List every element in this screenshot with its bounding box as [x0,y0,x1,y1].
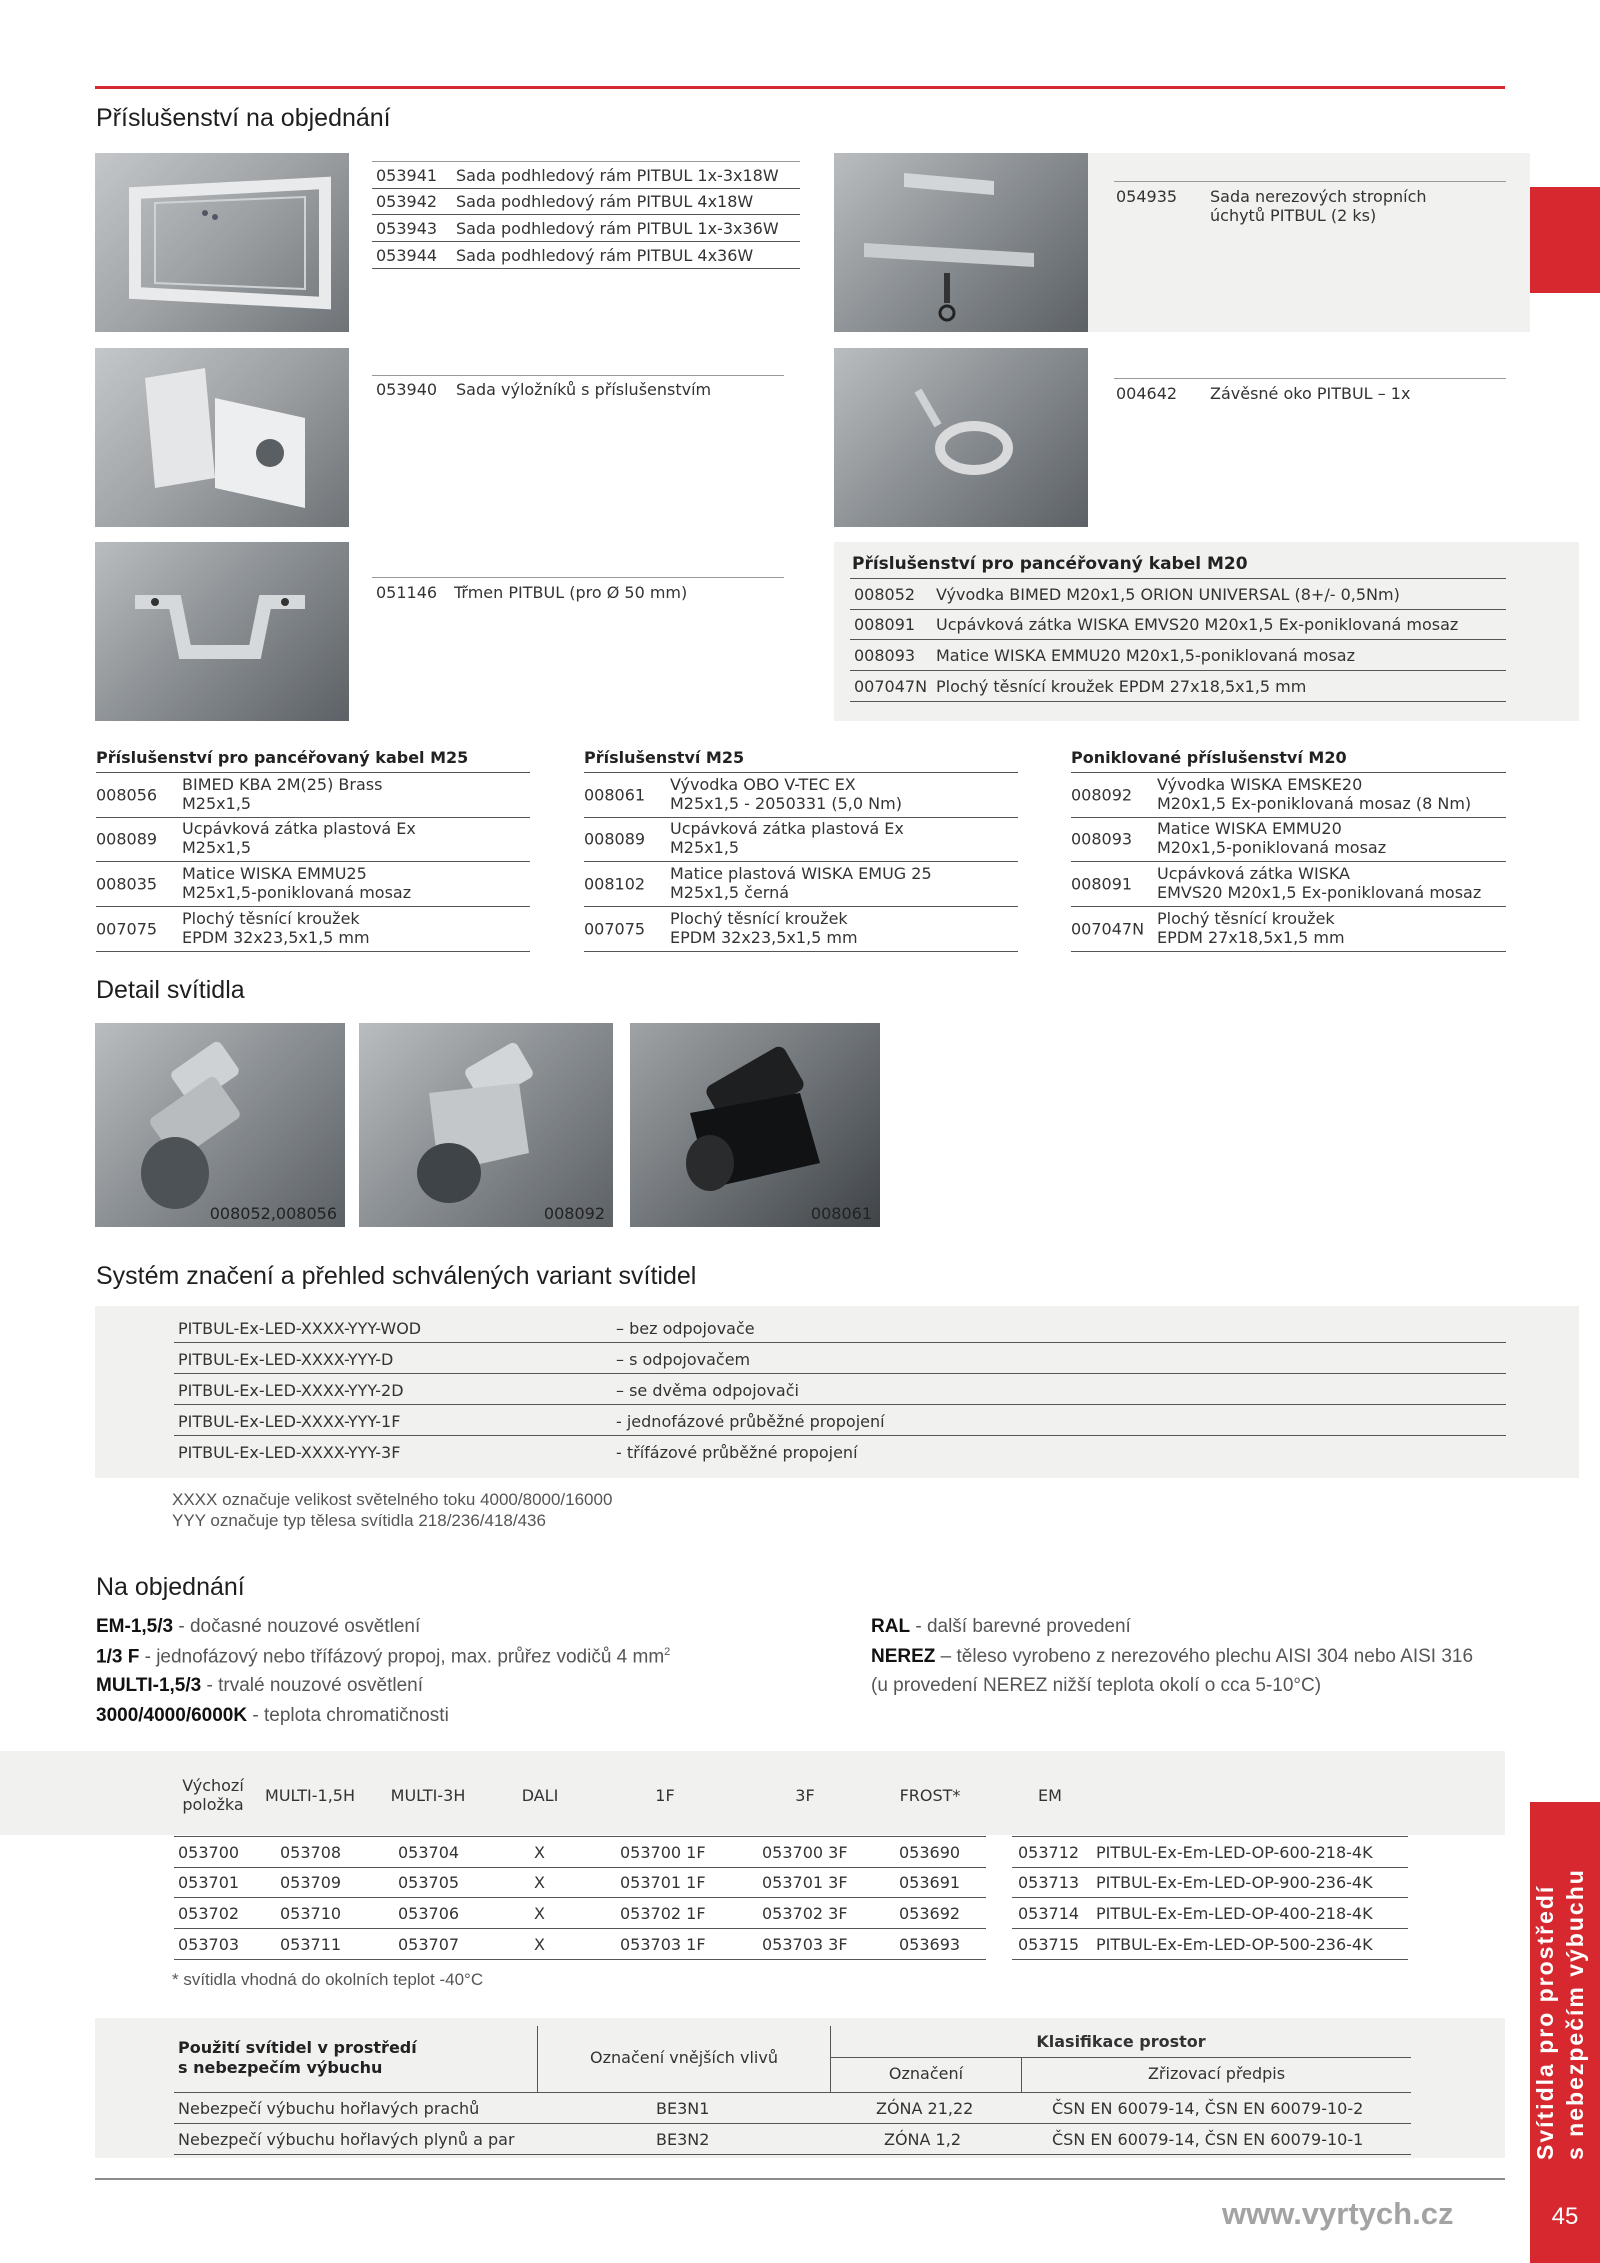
item-code: 054935 [1116,187,1178,206]
detail-photo-2 [359,1023,613,1227]
list-item: 008089 Ucpávková zátka plastová Ex M25x1,5 [96,817,530,862]
marking-row: PITBUL-Ex-LED-XXXX-YYY-3F - třífázové průběžné propojení [178,1443,858,1462]
ordering-line: RAL - další barevné provedení [871,1616,1131,1637]
list-item: 053942 Sada podhledový rám PITBUL 4x18W [372,188,800,215]
ordering-line: 3000/4000/6000K - teplota chromatičnosti [96,1705,449,1726]
eye-item: 004642 Závěsné oko PITBUL – 1x [1114,378,1506,409]
top-rule [95,86,1505,89]
marking-row: PITBUL-Ex-LED-XXXX-YYY-WOD – bez odpojovače [174,1312,1506,1343]
column-header: EM [1038,1786,1062,1805]
marking-note: YYY označuje typ tělesa svítidla 218/236/418/436 [172,1511,546,1530]
ordering-line: MULTI-1,5/3 - trvalé nouzové osvětlení [96,1675,424,1696]
marking-row: PITBUL-Ex-LED-XXXX-YYY-D – s odpojovačem [174,1343,1506,1374]
clamp-photo [95,542,349,721]
ceiling-mount-block [1088,153,1530,332]
ceiling-mount-photo [834,153,1088,332]
column-header: Výchozí položka [182,1776,244,1814]
list-item: 007047N Plochý těsnící kroužek EPDM 27x18,5x1,5 mm [1071,907,1506,952]
item-name: Sada nerezových stropních úchytů PITBUL (2 ks) [1210,187,1427,225]
ordering-line: (u provedení NEREZ nižší teplota okolí o cca 5-10°C) [871,1675,1322,1696]
clamp-image [95,542,349,721]
table-row: 053701 053709 053705 X 053701 1F 053701 3F 053691 [174,1867,986,1898]
list-item: 053943 Sada podhledový rám PITBUL 1x-3x36W [372,215,800,242]
black-gland-image [630,1023,880,1227]
detail-photo-3 [630,1023,880,1227]
list-item: 007075 Plochý těsnící kroužek EPDM 32x23,5x1,5 mm [584,907,1018,952]
column-header: 3F [795,1786,815,1805]
footer-url[interactable]: www.vyrtych.cz [1222,2196,1454,2231]
detail-title: Detail svítidla [96,976,245,1004]
class-header: Klasifikace prostor [1036,2032,1206,2051]
accessory-column-2 [584,748,1018,947]
brackets-image [95,348,349,527]
table-row: Nebezpečí výbuchu hořlavých plynů a par BE3N2 ZÓNA 1,2 ČSN EN 60079-14, ČSN EN 60079-10-1 [174,2124,1411,2155]
brackets-photo [95,348,349,527]
column-title: Příslušenství pro pancéřovaný kabel M25 [96,748,469,767]
list-item: 008092 Vývodka WISKA EMSKE20 M20x1,5 Ex-poniklovaná mosaz (8 Nm) [1071,772,1506,818]
frames-list [372,161,800,271]
nickel-gland-image [359,1023,613,1227]
marking-row: PITBUL-Ex-LED-XXXX-YYY-2D – se dvěma odpojovači [174,1374,1506,1405]
marking-title: Systém značení a přehled schválených variant svítidel [96,1262,697,1290]
column-header: FROST* [899,1786,961,1805]
table-row: 053714 PITBUL-Ex-Em-LED-OP-400-218-4K [1012,1898,1408,1929]
bottom-rule [95,2178,1505,2180]
ceiling-mount-image [834,153,1088,332]
list-item: 008061 Vývodka OBO V-TEC EX M25x1,5 - 2050331 (5,0 Nm) [584,772,1018,818]
frame-photo [95,153,349,332]
accessory-column-1 [96,748,530,947]
ordering-title: Na objednání [96,1573,245,1601]
ordering-line: EM-1,5/3 - dočasné nouzové osvětlení [96,1616,421,1637]
eye-image [834,348,1088,527]
accessory-column-3 [1071,748,1506,947]
divider [831,2057,1411,2058]
list-item: 008056 BIMED KBA 2M(25) Brass M25x1,5 [96,772,530,818]
side-tab-top [1530,187,1600,293]
cable-gland-image [95,1023,345,1227]
list-item: 007047N Plochý těsnící kroužek EPDM 27x18,5x1,5 mm [850,671,1506,702]
column-header: DALI [521,1786,559,1805]
table-row: 053712 PITBUL-Ex-Em-LED-OP-600-218-4K [1012,1836,1408,1868]
list-item: 008089 Ucpávková zátka plastová Ex M25x1,5 [584,817,1018,862]
column-header: 1F [655,1786,675,1805]
list-item: 008052 Vývodka BIMED M20x1,5 ORION UNIVERSAL (8+/- 0,5Nm) [850,578,1506,610]
table-row: 053700 053708 053704 X 053700 1F 053700 3F 053690 [174,1836,986,1868]
table-row: 053715 PITBUL-Ex-Em-LED-OP-500-236-4K [1012,1929,1408,1960]
list-item: 008093 Matice WISKA EMMU20 M20x1,5-poniklovaná mosaz [1071,817,1506,862]
side-tab-text: Svítidla pro prostředí s nebezpečím výbuchu [1532,1868,1588,2160]
section-title: Příslušenství na objednání [96,104,391,132]
armored-m20-block [834,542,1579,721]
list-item: 008091 Ucpávková zátka WISKA EMVS20 M20x1,5 Ex-poniklovaná mosaz [850,609,1506,640]
list-item [1114,181,1506,182]
list-item: 053944 Sada podhledový rám PITBUL 4x36W [372,242,800,269]
marking-note: XXXX označuje velikost světelného toku 4000/8000/16000 [172,1490,613,1509]
list-item: 008102 Matice plastová WISKA EMUG 25 M25x1,5 černá [584,862,1018,907]
column-title: Poniklované příslušenství M20 [1071,748,1347,767]
detail-caption: 008092 [543,1204,605,1223]
list-item: 053941 Sada podhledový rám PITBUL 1x-3x18W [372,161,800,189]
classification-use-title: Použití svítidel v prostředí s nebezpečím výbuchu [178,2038,417,2077]
zone-header: Označení [888,2064,964,2083]
table-row: 053702 053710 053706 X 053702 1F 053702 3F 053692 [174,1898,986,1929]
table-row: 053703 053711 053707 X 053703 1F 053703 3F 053693 [174,1929,986,1960]
table-row: 053713 PITBUL-Ex-Em-LED-OP-900-236-4K [1012,1867,1408,1898]
table-row: Nebezpečí výbuchu hořlavých prachů BE3N1 ZÓNA 21,22 ČSN EN 60079-14, ČSN EN 60079-10-2 [174,2093,1411,2124]
column-header: MULTI-1,5H [265,1786,355,1805]
eye-photo [834,348,1088,527]
variants-footnote: * svítidla vhodná do okolních teplot -40°C [172,1970,484,1989]
ordering-line: 1/3 F - jednofázový nebo třífázový propoj, max. průřez vodičů 4 $mm^2$ [96,1646,671,1668]
external-header: Označení vnějších vlivů [590,2048,778,2067]
armored-m20-title: Příslušenství pro pancéřovaný kabel M20 [852,554,1248,574]
detail-caption: 008052,008056 [209,1204,337,1223]
frame-image [95,153,349,332]
brackets-item: 053940 Sada výložníků s příslušenstvím [372,375,784,406]
column-title: Příslušenství M25 [584,748,745,767]
list-item: 007075 Plochý těsnící kroužek EPDM 32x23,5x1,5 mm [96,907,530,952]
ordering-line: NEREZ – těleso vyrobeno z nerezového plechu AISI 304 nebo AISI 316 [871,1646,1474,1667]
detail-photo-1 [95,1023,345,1227]
regulation-header: Zřizovací předpis [1147,2064,1286,2083]
page-number: 45 [1551,2203,1579,2230]
clamp-item: 051146 Třmen PITBUL (pro Ø 50 mm) [372,577,784,608]
marking-row: PITBUL-Ex-LED-XXXX-YYY-1F - jednofázové průběžné propojení [174,1405,1506,1436]
list-item: 008091 Ucpávková zátka WISKA EMVS20 M20x1,5 Ex-poniklovaná mosaz [1071,862,1506,907]
list-item: 008035 Matice WISKA EMMU25 M25x1,5-poniklovaná mosaz [96,862,530,907]
list-item: 008093 Matice WISKA EMMU20 M20x1,5-poniklovaná mosaz [850,640,1506,671]
column-header: MULTI-3H [390,1786,466,1805]
detail-caption: 008061 [810,1204,872,1223]
